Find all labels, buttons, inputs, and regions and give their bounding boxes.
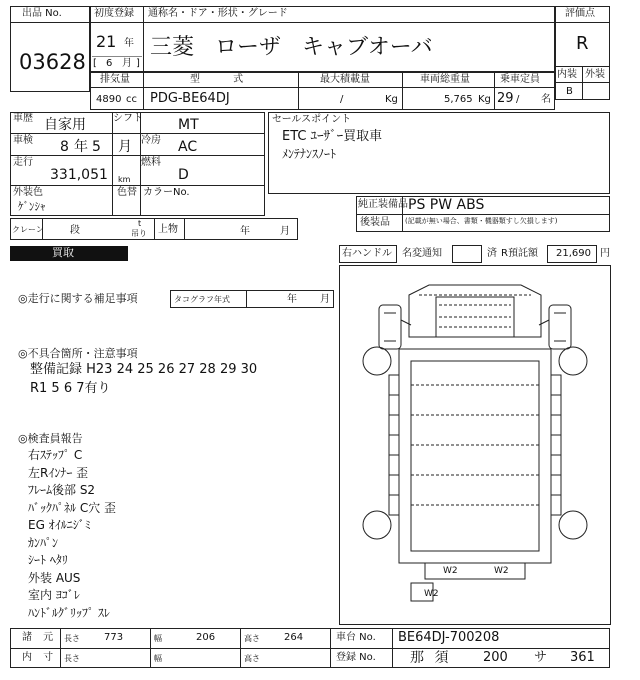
inspection-month-unit: 月 <box>118 139 132 155</box>
inspection-label: 車検 <box>13 135 33 146</box>
exterior-label: 外装 <box>585 69 605 80</box>
inspector-report-label: ◎検査員報告 <box>18 432 83 445</box>
ac-value: AC <box>178 139 198 155</box>
damage-mark-rear-left: W2 <box>443 566 458 576</box>
capacity-label: 乗車定員 <box>500 74 540 85</box>
gross-weight-unit: Kg <box>478 94 491 105</box>
length-value: 773 <box>104 632 124 643</box>
inspection-year: 8 <box>60 139 69 155</box>
mileage-label: 走行 <box>13 157 33 168</box>
inspector-report-line: 外装 AUS <box>28 570 81 585</box>
model-code-label: 型 式 <box>190 74 244 85</box>
model-code: PDG-BE64DJ <box>150 91 230 106</box>
displacement-label: 排気量 <box>100 74 130 85</box>
history-value: 自家用 <box>44 117 86 133</box>
lift-unit-t: t <box>138 219 142 228</box>
defects-line: 整備記録 H23 24 25 26 27 28 29 30 <box>30 362 258 377</box>
sales-point-line: ETC ﾕｰｻﾞｰ買取車 <box>282 129 383 144</box>
registration-class: 200 <box>483 650 508 665</box>
bed-length-label: 長さ <box>64 654 80 663</box>
car-name: 三菱 ローザ キャブオーバ <box>150 35 433 60</box>
gross-weight-value: 5,765 <box>444 94 473 105</box>
height-label: 高さ <box>244 634 260 643</box>
height-value: 264 <box>284 632 304 643</box>
lot-number-label: 出品 No. <box>22 8 62 19</box>
mileage-value: 331,051 <box>50 167 108 183</box>
crane-stage-unit: 段 <box>70 225 80 236</box>
capacity-value: 29 <box>497 91 514 106</box>
upper-body-label: 上物 <box>158 224 178 235</box>
fuel-value: D <box>178 167 189 183</box>
equipment-value: PS PW ABS <box>408 197 485 213</box>
width-label: 幅 <box>154 634 162 643</box>
recycle-value: 21,690 <box>556 248 591 259</box>
tachograph-year-unit: 年 <box>287 294 297 305</box>
capacity-unit: 名 <box>541 94 551 105</box>
equipment-label: 純正装備品 <box>358 199 408 210</box>
first-registration-label: 初度登録 <box>94 8 134 19</box>
registration-number-label: 登録 No. <box>336 652 376 663</box>
history-label: 車歴 <box>13 113 33 124</box>
tachograph-label: タコグラフ年式 <box>174 295 230 304</box>
max-load-label: 最大積載量 <box>320 74 370 85</box>
dimensions-label: 諸 元 <box>22 632 54 643</box>
bed-width-label: 幅 <box>154 654 162 663</box>
name-change-label: 名変通知 <box>402 248 442 259</box>
inspection-month: 5 <box>92 139 101 155</box>
inspector-report-line: ｶﾝﾊﾟﾝ <box>28 535 59 550</box>
aftermarket-label: 後装品 <box>360 217 390 228</box>
crane-label: クレーン <box>12 225 44 234</box>
damage-mark-rear-right: W2 <box>494 566 509 576</box>
inspector-report-line: 室内 ﾖｺﾞﾚ <box>28 588 80 602</box>
model-header-label: 通称名・ドア・形状・グレード <box>148 8 288 19</box>
registration-month: 6 <box>106 58 113 69</box>
aftermarket-note: (記載が無い場合、書類・機器類すし欠損します) <box>405 217 558 225</box>
registration-year: 21 <box>96 32 117 51</box>
inspector-report-line: ｼｰﾄ ﾍﾀﾘ <box>28 553 68 567</box>
displacement-unit: cc <box>126 94 137 105</box>
max-load-value: / <box>340 94 344 105</box>
name-change-box <box>452 245 482 263</box>
inspector-report-line: 右ｽﾃｯﾌﾟ C <box>28 448 83 462</box>
registration-month-unit: 月 <box>122 58 132 69</box>
bus-outline-diagram <box>339 265 611 625</box>
right-hand-drive-label: 右ハンドル <box>342 248 392 259</box>
gross-weight-label: 車両総重量 <box>420 74 470 85</box>
purchase-label: 買取 <box>52 246 74 259</box>
registration-year-unit: 年 <box>124 38 134 49</box>
bed-dimensions-label: 内 寸 <box>22 652 54 663</box>
inspector-report-line: 左Rｲﾝﾅｰ 歪 <box>28 465 89 480</box>
exterior-color-label: 外装色 <box>13 187 43 198</box>
defects-line: R1 5 6 7有り <box>30 381 111 396</box>
score-value: R <box>576 33 589 54</box>
bed-height-label: 高さ <box>244 654 260 663</box>
sales-point-line: ﾒﾝﾃﾅﾝｽﾉｰﾄ <box>282 147 337 161</box>
upper-year-unit: 年 <box>240 226 250 237</box>
fuel-label: 燃料 <box>141 157 161 168</box>
shift-value: MT <box>178 117 199 133</box>
damage-mark-bottom: W2 <box>424 589 439 599</box>
color-number-label: カラーNo. <box>143 187 190 198</box>
displacement-value: 4890 <box>96 94 122 105</box>
inspector-report-list <box>28 448 288 628</box>
driving-notes-label: ◎走行に関する補足事項 <box>18 292 138 305</box>
interior-label: 内装 <box>557 69 577 80</box>
width-value: 206 <box>196 632 216 643</box>
lot-number: 03628 <box>19 50 86 74</box>
max-load-unit: Kg <box>385 94 398 105</box>
recycle-done-label: 済 <box>487 248 497 259</box>
chassis-number: BE64DJ-700208 <box>398 630 500 645</box>
inspector-report-line: EG ｵｲﾙﾆｼﾞﾐ <box>28 518 91 532</box>
chassis-label: 車台 No. <box>336 632 376 643</box>
shift-label: シフト <box>113 113 143 124</box>
defects-label: ◎不具合箇所・注意事項 <box>18 347 138 360</box>
registration-area: 那 須 <box>410 650 449 666</box>
lift-unit: 吊り <box>131 229 147 238</box>
registration-kana: サ <box>534 650 548 665</box>
ac-label: 冷房 <box>141 135 161 146</box>
score-label: 評価点 <box>565 8 595 19</box>
recycle-label: R預託額 <box>501 248 538 259</box>
sales-point-label: セールスポイント <box>272 114 352 125</box>
registration-number: 361 <box>570 650 595 665</box>
inspection-year-unit: 年 <box>74 139 88 155</box>
mileage-unit: km <box>118 175 131 184</box>
upper-month-unit: 月 <box>280 226 290 237</box>
length-label: 長さ <box>64 634 80 643</box>
capacity-separator: / <box>516 94 520 105</box>
inspector-report-line: ﾊﾞｯｸﾊﾟﾈﾙ C穴 歪 <box>28 500 117 515</box>
inspector-report-line: ﾌﾚｰﾑ後部 S2 <box>28 483 96 497</box>
inspector-report-line: ﾊﾝﾄﾞﾙｸﾞﾘｯﾌﾟ ｽﾚ <box>28 605 110 620</box>
interior-score: B <box>566 86 573 97</box>
tachograph-month-unit: 月 <box>320 294 330 305</box>
exterior-color-value: ｹﾞﾝｼｬ <box>18 200 46 213</box>
color-change-label: 色替 <box>117 187 137 198</box>
recycle-unit: 円 <box>600 248 610 259</box>
